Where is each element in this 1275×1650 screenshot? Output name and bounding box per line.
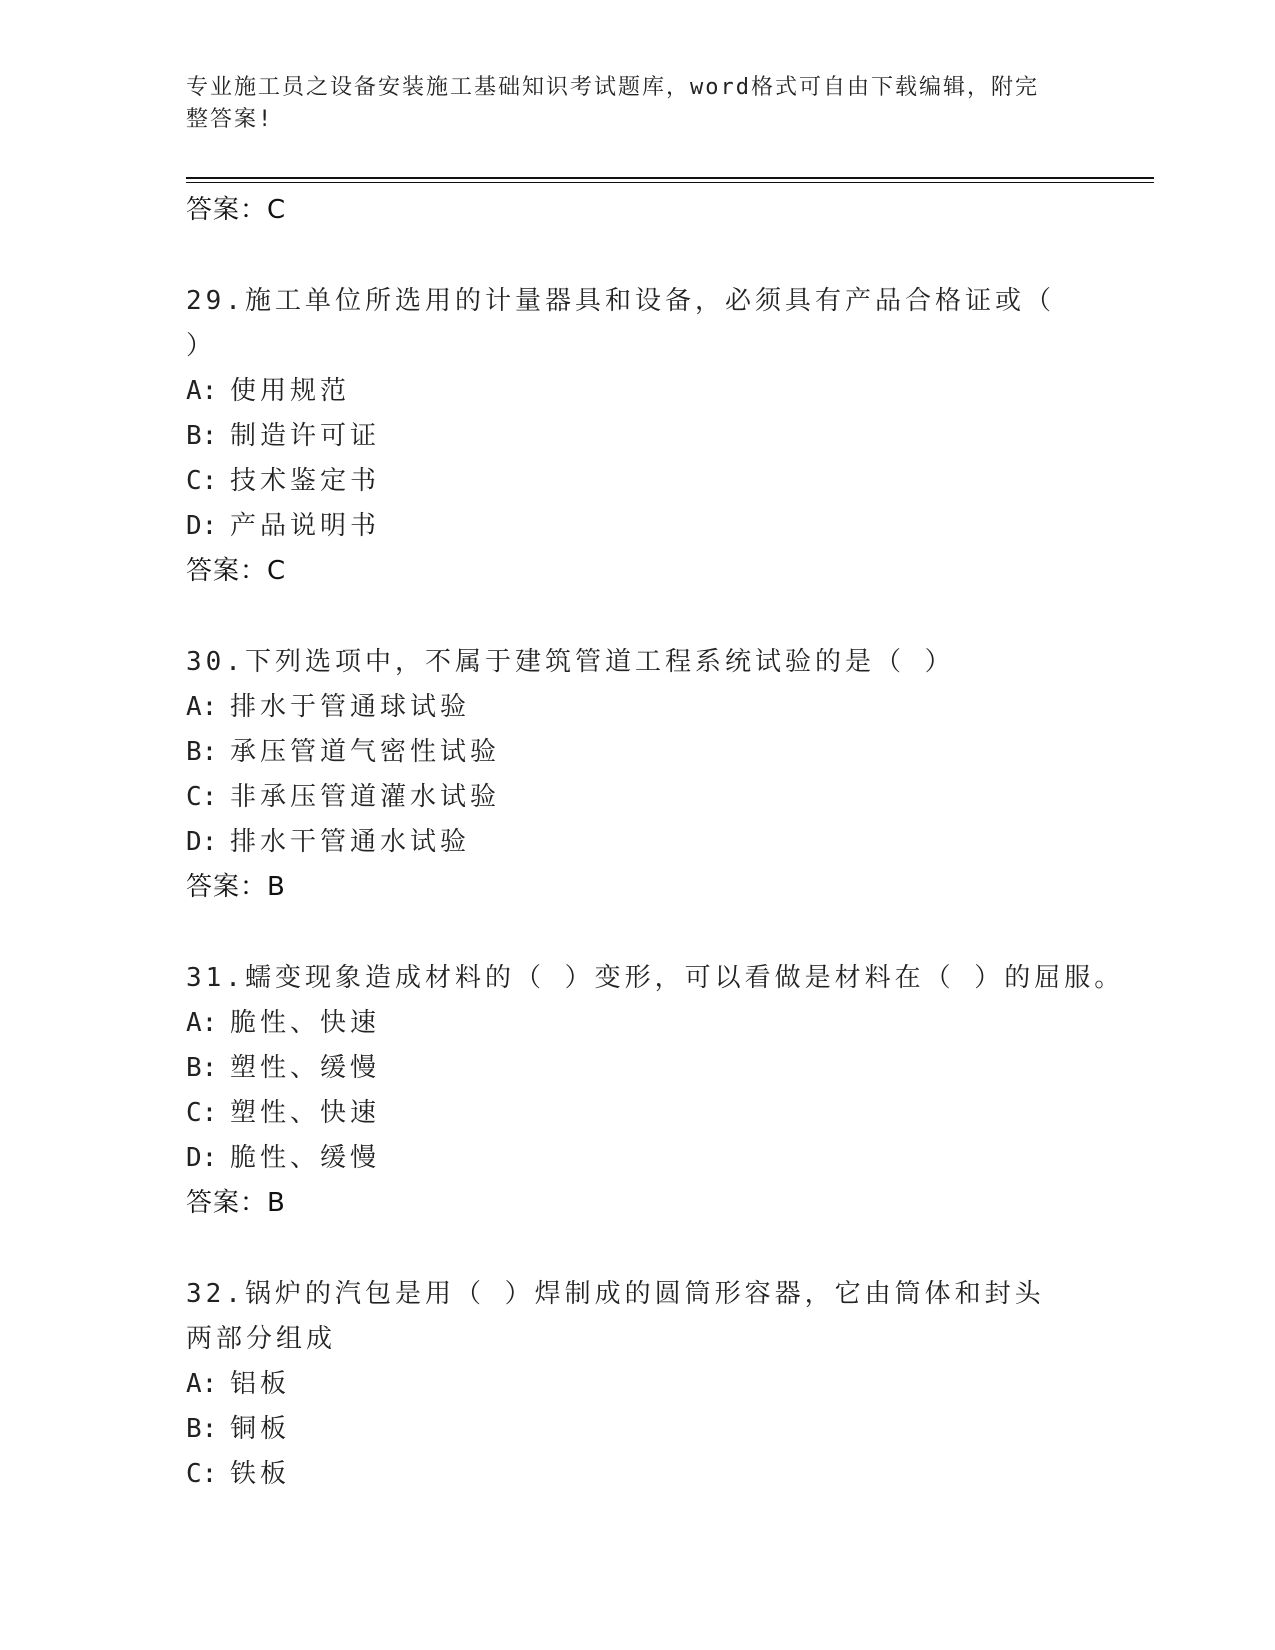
option-text: 铁板 xyxy=(230,1459,291,1489)
option-a xyxy=(186,1001,1154,1046)
option-letter: C: xyxy=(186,782,218,812)
answer-label: 答案： xyxy=(186,1188,268,1218)
option-a xyxy=(186,1362,1154,1407)
option-letter: A: xyxy=(186,1008,218,1038)
option-letter: C: xyxy=(186,466,218,496)
option-letter: B: xyxy=(186,1053,218,1083)
answer-value: C xyxy=(267,195,287,225)
option-letter: A: xyxy=(186,376,218,406)
option-text: 铜板 xyxy=(230,1414,291,1444)
question-stem: 32.锅炉的汽包是用（ ）焊制成的圆筒形容器，它由筒体和封头两部分组成 xyxy=(186,1279,1045,1354)
header-line-2: 整答案! xyxy=(186,107,274,132)
option-letter: D: xyxy=(186,511,218,541)
option-text: 脆性、快速 xyxy=(230,1008,381,1038)
option-b xyxy=(186,730,1154,775)
option-letter: A: xyxy=(186,692,218,722)
option-letter: D: xyxy=(186,1143,218,1173)
option-text: 塑性、快速 xyxy=(230,1098,381,1128)
answer-line xyxy=(186,865,1154,910)
option-letter: A: xyxy=(186,1369,218,1399)
answer-value: C xyxy=(267,556,287,586)
option-a xyxy=(186,369,1154,414)
option-letter: D: xyxy=(186,827,218,857)
option-d xyxy=(186,820,1154,865)
option-letter: C: xyxy=(186,1459,218,1489)
answer-value: B xyxy=(267,872,286,902)
option-text: 脆性、缓慢 xyxy=(230,1143,381,1173)
answer-value: B xyxy=(267,1188,286,1218)
option-c xyxy=(186,775,1154,820)
option-text: 塑性、缓慢 xyxy=(230,1053,381,1083)
option-text: 排水干管通水试验 xyxy=(230,827,471,857)
option-text: 非承压管道灌水试验 xyxy=(230,782,501,812)
option-letter: B: xyxy=(186,737,218,767)
option-text: 技术鉴定书 xyxy=(230,466,381,496)
answer-label: 答案： xyxy=(186,195,268,225)
option-text: 使用规范 xyxy=(230,376,351,406)
option-text: 承压管道气密性试验 xyxy=(230,737,501,767)
option-text: 排水于管通球试验 xyxy=(230,692,471,722)
question-stem: 29.施工单位所选用的计量器具和设备，必须具有产品合格证或（ ） xyxy=(186,286,1055,361)
option-b xyxy=(186,1046,1154,1091)
option-c xyxy=(186,459,1154,504)
answer-line xyxy=(186,1181,1154,1226)
question-30 xyxy=(186,640,1154,910)
option-b xyxy=(186,414,1154,459)
option-text: 产品说明书 xyxy=(230,511,381,541)
question-31 xyxy=(186,956,1154,1226)
answer-label: 答案： xyxy=(186,556,268,586)
option-letter: B: xyxy=(186,421,218,451)
option-c xyxy=(186,1452,1154,1497)
option-c xyxy=(186,1091,1154,1136)
header-divider-thin xyxy=(186,182,1154,183)
option-a xyxy=(186,685,1154,730)
header-divider-thick xyxy=(186,177,1154,179)
question-29 xyxy=(186,279,1154,594)
question-stem: 31.蠕变现象造成材料的（ ）变形，可以看做是材料在（ ）的屈服。 xyxy=(186,963,1125,993)
option-letter: C: xyxy=(186,1098,218,1128)
answer-line xyxy=(186,188,1154,233)
option-b xyxy=(186,1407,1154,1452)
option-text: 铝板 xyxy=(230,1369,291,1399)
question-stem: 30.下列选项中，不属于建筑管道工程系统试验的是（ ） xyxy=(186,647,955,677)
answer-label: 答案： xyxy=(186,872,268,902)
answer-line xyxy=(186,549,1154,594)
question-32 xyxy=(186,1272,1154,1497)
document-header xyxy=(186,72,1086,136)
header-line-1: 专业施工员之设备安装施工基础知识考试题库，word格式可自由下载编辑，附完 xyxy=(186,75,1039,100)
option-letter: B: xyxy=(186,1414,218,1444)
option-d xyxy=(186,1136,1154,1181)
document-body xyxy=(186,188,1154,1497)
option-d xyxy=(186,504,1154,549)
option-text: 制造许可证 xyxy=(230,421,381,451)
